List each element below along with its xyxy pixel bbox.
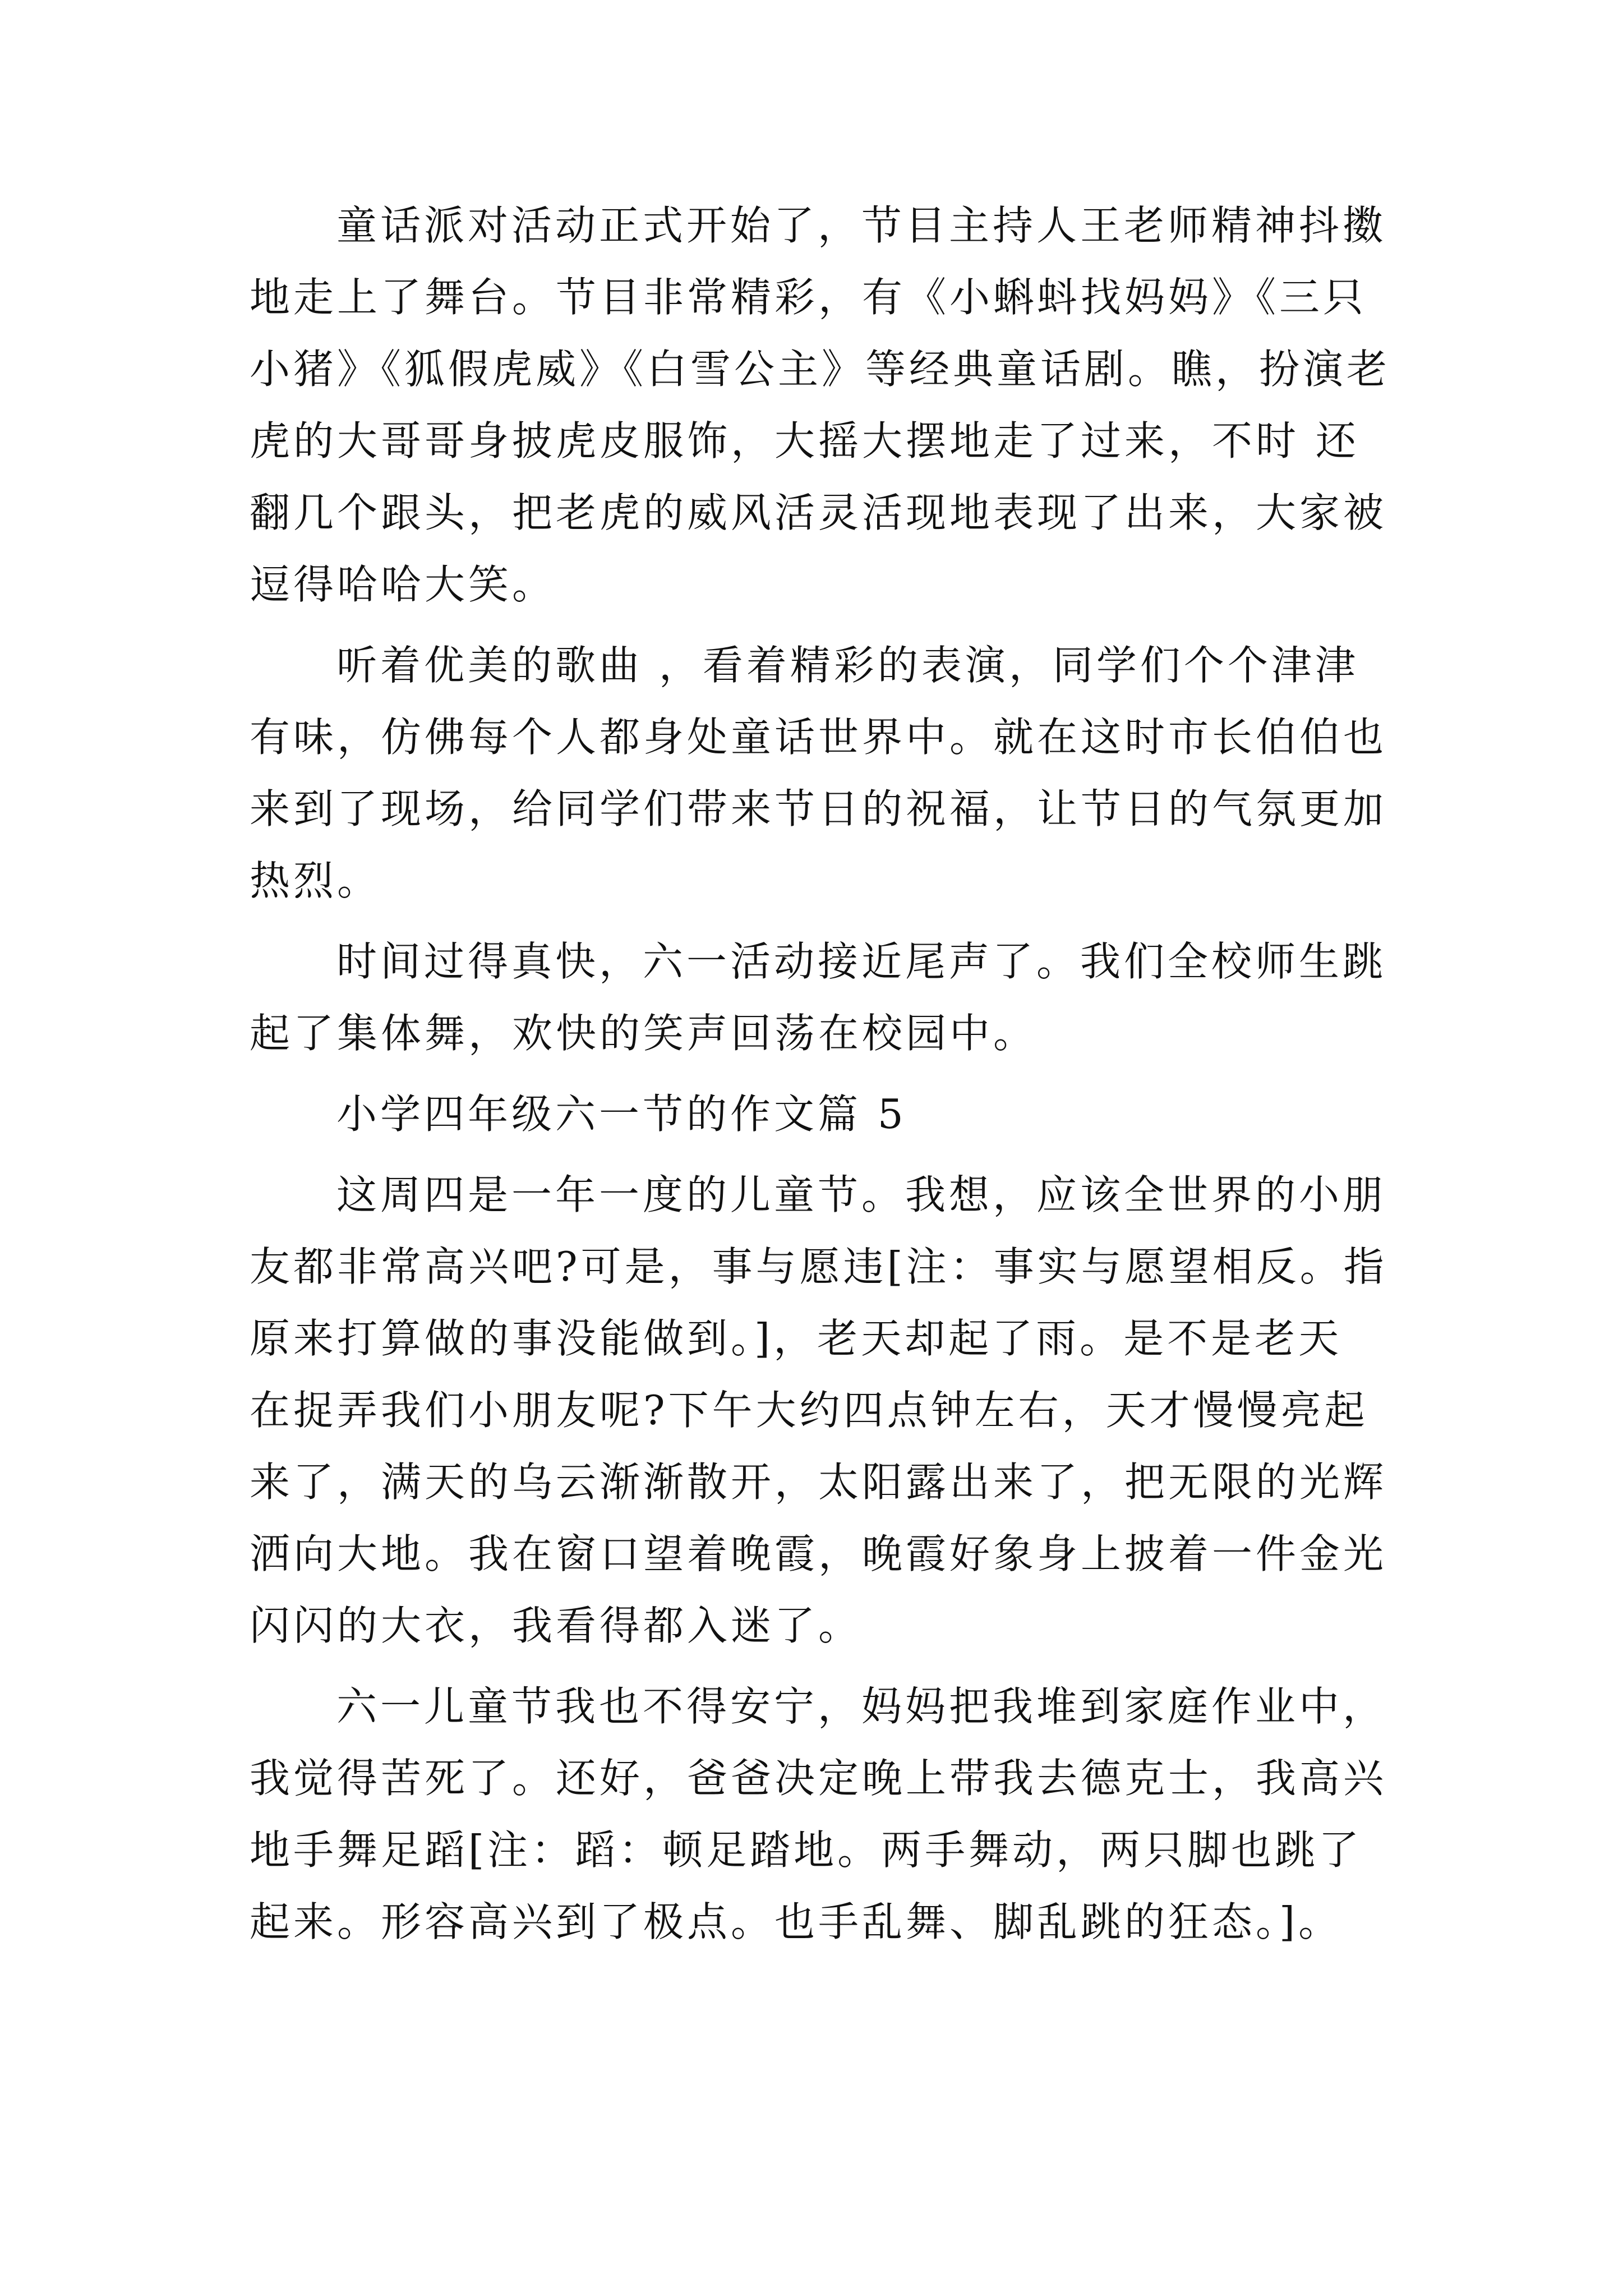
text-line: 六一儿童节我也不得安宁，妈妈把我堆到家庭作业中， [336,1683,1387,1730]
text-line: 起了集体舞，欢快的笑声回荡在校园中。 [250,1010,1038,1057]
text-line: 我觉得苦死了。还好，爸爸决定晚上带我去德克士，我高兴 [250,1755,1387,1802]
text-line: 在捉弄我们小朋友呢?下午大约四点钟左右，天才慢慢亮起 [250,1387,1368,1434]
text-line: 闪闪的大衣，我看得都入迷了。 [250,1602,863,1649]
text-line: 来到了现场，给同学们带来节日的祝福，让节日的气氛更加 [250,785,1387,832]
text-line: 地走上了舞台。节目非常精彩，有《小蝌蚪找妈妈》《三只 [250,274,1367,321]
text-line: 虎的大哥哥身披虎皮服饰，大摇大摆地走了过来，不时 还 [250,417,1359,464]
section-heading: 小学四年级六一节的作文篇 5 [336,1091,907,1138]
text-line: 友都非常高兴吧?可是，事与愿违[注：事实与愿望相反。指 [250,1243,1387,1290]
text-line: 地手舞足蹈[注：蹈：顿足踏地。两手舞动，两只脚也跳了 [250,1826,1363,1874]
text-line: 来了，满天的乌云渐渐散开，太阳露出来了，把无限的光辉 [250,1458,1387,1506]
text-line: 原来打算做的事没能做到。]，老天却起了雨。是不是老天 [250,1315,1343,1362]
text-line: 逗得哈哈大笑。 [250,561,556,608]
text-line: 热烈。 [250,857,381,904]
text-line: 有味，仿佛每个人都身处童话世界中。就在这时市长伯伯也 [250,714,1387,761]
text-line: 时间过得真快，六一活动接近尾声了。我们全校师生跳 [336,938,1387,985]
text-line: 这周四是一年一度的儿童节。我想，应该全世界的小朋 [336,1171,1387,1218]
text-line: 起来。形容高兴到了极点。也手乱舞、脚乱跳的狂态。]。 [250,1898,1343,1945]
text-line: 翻几个跟头，把老虎的威风活灵活现地表现了出来，大家被 [250,489,1387,536]
text-line: 童话派对活动正式开始了，节目主持人王老师精神抖擞 [336,202,1387,249]
text-line: 洒向大地。我在窗口望着晚霞，晚霞好象身上披着一件金光 [250,1530,1387,1577]
text-line: 听着优美的歌曲 ，看着精彩的表演，同学们个个津津 [336,642,1359,689]
text-line: 小猪》《狐假虎威》《白雪公主》等经典童话剧。瞧，扮演老 [250,346,1391,393]
